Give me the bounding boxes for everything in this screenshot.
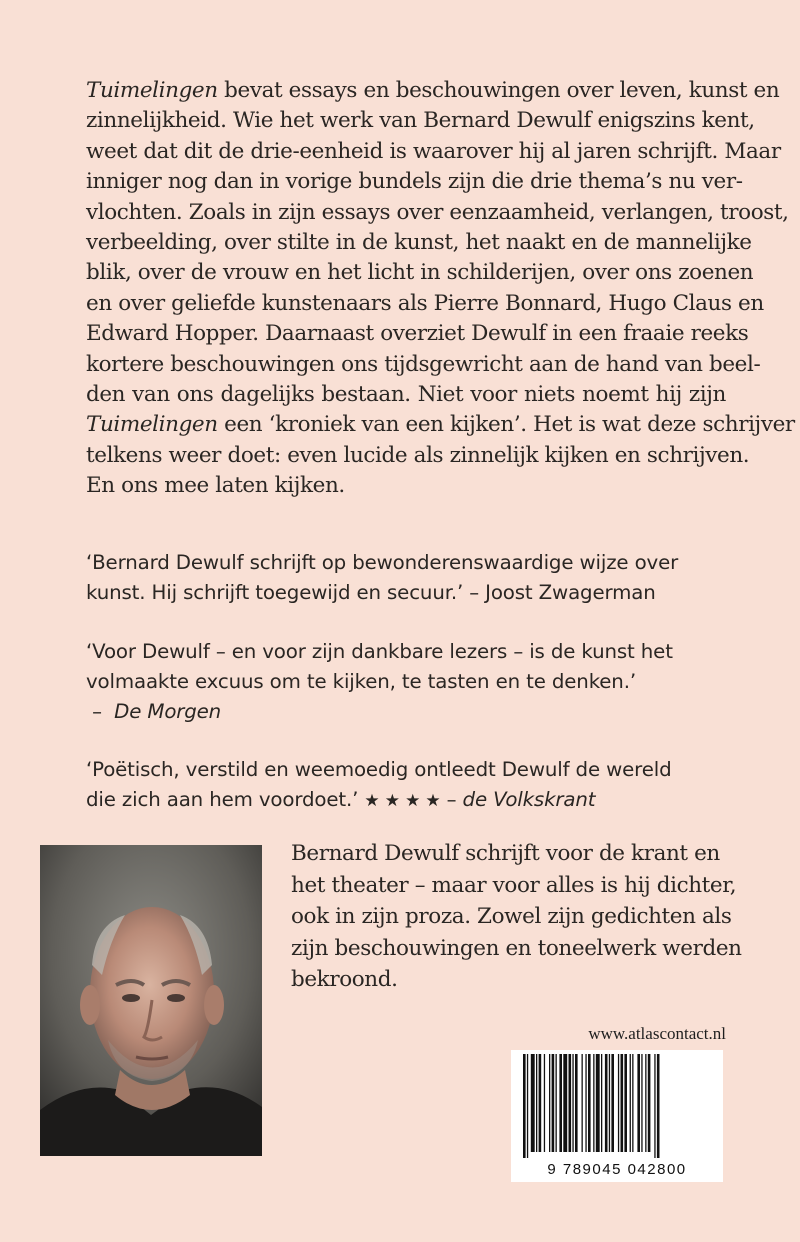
barcode-bar	[624, 1054, 627, 1152]
blurb-line: En ons mee laten kijken.	[86, 473, 345, 499]
barcode-bar	[632, 1054, 633, 1152]
barcode-bar	[593, 1054, 594, 1152]
barcode-bar	[621, 1054, 624, 1152]
barcode-bar	[549, 1054, 550, 1152]
barcode-bar	[527, 1054, 528, 1158]
barcode-bar	[559, 1054, 562, 1152]
review-quote-zwagerman: ‘Bernard Dewulf schrijft op bewonderenswaardige wijze over kunst. Hij schrijft toegewijd en secuur.’ – Joost Zwagerman	[86, 551, 679, 604]
blurb-line: Tuimelingen bevat essays en beschouwingen over leven, kunst en	[86, 78, 780, 103]
barcode-bar	[654, 1054, 655, 1158]
barcode-bar	[611, 1054, 614, 1152]
quote-source: De Morgen	[114, 700, 222, 723]
barcode-bar	[539, 1054, 542, 1152]
barcode-bar	[641, 1054, 642, 1152]
blurb-line: verbeelding, over stilte in de kunst, het naakt en de mannelijke	[86, 230, 752, 256]
review-quote-de-morgen: ‘Voor Dewulf – en voor zijn dankbare lezers – is de kunst het volmaakte excuus om te kijken, te tasten en te denken.’ – De Morgen	[86, 640, 673, 723]
publisher-url: www.atlascontact.nl	[588, 1024, 726, 1043]
blurb-line: telkens weer doet: even lucide als zinnelijk kijken en schrijven.	[86, 442, 750, 468]
barcode-bar	[605, 1054, 608, 1152]
barcode-bar	[575, 1054, 578, 1152]
book-title: Tuimelingen	[86, 412, 218, 438]
barcode-bar	[637, 1054, 640, 1152]
review-quote-volkskrant: ‘Poëtisch, verstild en weemoedig ontleedt Dewulf de wereld die zich aan hem voordoet.’ ★ ★ ★ ★ – de Volkskrant	[86, 758, 672, 811]
author-bio: Bernard Dewulf schrijft voor de krant en het theater – maar voor alles is hij dichter, ook in zijn proza. Zowel zijn gedichten als zijn beschouwingen en toneelwerk werden bekroond.	[291, 841, 742, 992]
author-portrait-image	[40, 845, 262, 1156]
blurb-line: kortere beschouwingen ons tijdsgewricht aan de hand van beel-	[86, 351, 761, 377]
barcode-bar	[556, 1054, 557, 1152]
barcode-bar	[569, 1054, 572, 1152]
barcode-bar	[563, 1054, 567, 1152]
barcode-bar	[630, 1054, 631, 1152]
barcode-bar	[601, 1054, 602, 1152]
barcode-bars	[511, 1050, 723, 1160]
blurb-line: Tuimelingen een ‘kroniek van een kijken’. Het is wat deze schrijver	[86, 412, 795, 438]
barcode-bar	[531, 1054, 535, 1152]
blurb-line: blik, over de vrouw en het licht in schilderijen, over ons zoenen	[86, 260, 754, 286]
barcode-bar	[588, 1054, 591, 1152]
barcode-bar	[523, 1054, 526, 1158]
barcode-bar	[609, 1054, 610, 1152]
book-title: Tuimelingen	[86, 78, 218, 103]
blurb-line: vlochten. Zoals in zijn essays over eenzaamheid, verlangen, troost,	[86, 199, 789, 225]
barcode-bar	[645, 1054, 646, 1152]
blurb-line: Edward Hopper. Daarnaast overziet Dewulf in een fraaie reeks	[86, 321, 749, 347]
barcode-bar	[648, 1054, 651, 1152]
blurb-paragraph	[86, 76, 795, 502]
barcode-bar	[596, 1054, 600, 1152]
quote-source: de Volkskrant	[462, 788, 596, 811]
barcode-bar	[544, 1054, 545, 1152]
blurb-line: zinnelijkheid. Wie het werk van Bernard Dewulf enigszins kent,	[86, 108, 755, 134]
author-photo	[40, 845, 262, 1156]
isbn-barcode	[511, 1050, 723, 1182]
star-rating: ★ ★ ★ ★	[364, 791, 441, 811]
barcode-bar	[657, 1054, 660, 1158]
isbn-number: 9 789045 042800	[547, 1161, 687, 1178]
barcode-bar	[582, 1054, 583, 1152]
barcode-bar	[572, 1054, 573, 1152]
blurb-line: en over geliefde kunstenaars als Pierre Bonnard, Hugo Claus en	[86, 290, 764, 316]
blurb-line: inniger nog dan in vorige bundels zijn die drie thema’s nu ver-	[86, 169, 743, 195]
barcode-bar	[618, 1054, 619, 1152]
blurb-line: weet dat dit de drie-eenheid is waarover hij al jaren schrijft. Maar	[86, 138, 781, 164]
blurb-line: den van ons dagelijks bestaan. Niet voor niets noemt hij zijn	[86, 382, 726, 408]
barcode-bar	[585, 1054, 586, 1152]
barcode-bar	[536, 1054, 537, 1152]
barcode-bar	[552, 1054, 555, 1152]
